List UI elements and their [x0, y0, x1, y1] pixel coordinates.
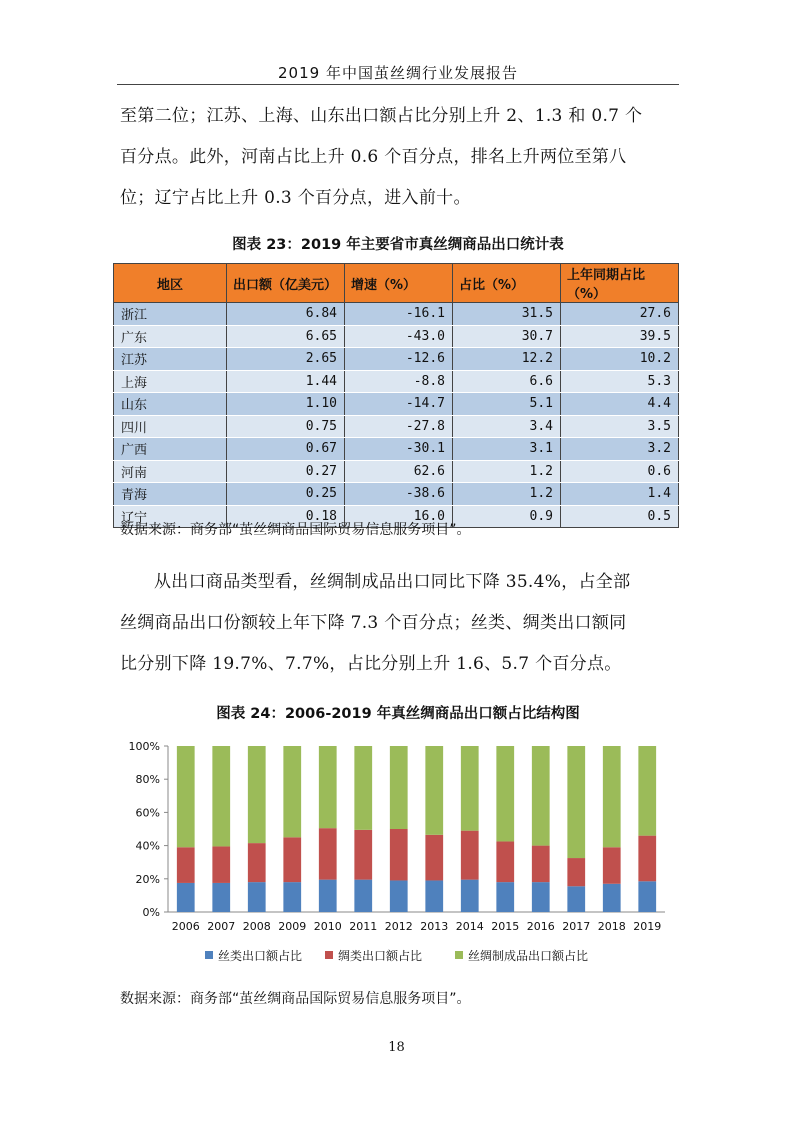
value-cell: 0.5 [561, 505, 679, 528]
bar-segment [354, 830, 372, 880]
value-cell: 5.1 [453, 393, 561, 416]
x-tick-label: 2014 [455, 920, 484, 933]
x-tick-label: 2015 [491, 920, 520, 933]
bar-segment [319, 828, 337, 879]
region-cell: 广东 [114, 325, 227, 348]
bar-segment [212, 846, 230, 883]
paragraph-line: 位；辽宁占比上升 0.3 个百分点，进入前十。 [120, 188, 471, 208]
bar-segment [461, 746, 479, 831]
paragraph-line: 比分别下降 19.7%、7.7%，占比分别上升 1.6、5.7 个百分点。 [120, 654, 622, 674]
region-cell: 河南 [114, 460, 227, 483]
value-cell: -8.8 [345, 370, 453, 393]
table-row [114, 438, 679, 461]
value-cell: 0.9 [453, 505, 561, 528]
legend-label: 丝绸制成品出口额占比 [468, 949, 589, 963]
table-row [114, 415, 679, 438]
bar-segment [496, 746, 514, 841]
bar-segment [603, 746, 621, 847]
table-header-row [114, 264, 679, 303]
bar-segment [283, 837, 301, 882]
bar-segment [283, 746, 301, 837]
value-cell: -14.7 [345, 393, 453, 416]
bar-segment [390, 829, 408, 880]
bar-segment [319, 880, 337, 912]
value-cell: 31.5 [453, 303, 561, 326]
region-cell: 青海 [114, 483, 227, 506]
value-cell: 30.7 [453, 325, 561, 348]
bar-segment [177, 746, 195, 847]
bar-segment [319, 746, 337, 828]
value-cell: 1.44 [227, 370, 345, 393]
region-cell: 辽宁 [114, 505, 227, 528]
legend-swatch [205, 951, 213, 959]
paragraph-line: 丝绸商品出口份额较上年下降 7.3 个百分点；丝类、绸类出口额同 [120, 613, 627, 633]
paragraph-line: 从出口商品类型看，丝绸制成品出口同比下降 35.4%，占全部 [154, 572, 631, 592]
legend-label: 绸类出口额占比 [338, 949, 423, 963]
value-cell: 0.6 [561, 460, 679, 483]
page-number: 18 [388, 1040, 405, 1055]
bar-segment [425, 746, 443, 835]
legend-label: 丝类出口额占比 [218, 949, 303, 963]
paragraph-line: 百分点。此外，河南占比上升 0.6 个百分点，排名上升两位至第八 [120, 147, 627, 167]
bar-segment [567, 886, 585, 912]
value-cell: 12.2 [453, 348, 561, 371]
y-tick-label: 80% [135, 773, 160, 787]
value-cell: -38.6 [345, 483, 453, 506]
column-header: 地区 [114, 264, 227, 303]
bar-segment [532, 846, 550, 883]
bar-segment [177, 847, 195, 883]
bar-segment [461, 880, 479, 912]
y-tick-label: 100% [128, 740, 160, 753]
paragraph-line: 至第二位；江苏、上海、山东出口额占比分别上升 2、1.3 和 0.7 个 [120, 106, 643, 126]
region-cell: 山东 [114, 393, 227, 416]
value-cell: 10.2 [561, 348, 679, 371]
x-tick-label: 2008 [242, 920, 271, 933]
bar-segment [532, 882, 550, 912]
bar-segment [390, 746, 408, 829]
bar-segment [354, 880, 372, 912]
paragraph-1 [120, 96, 672, 219]
table-row [114, 483, 679, 506]
bar-segment [638, 746, 656, 836]
x-tick-label: 2018 [597, 920, 626, 933]
bar-segment [603, 847, 621, 884]
region-cell: 浙江 [114, 303, 227, 326]
value-cell: 39.5 [561, 325, 679, 348]
column-header: 上年同期占比（%） [561, 264, 679, 303]
table-caption: 图表 23：2019 年主要省市真丝绸商品出口统计表 [232, 237, 564, 253]
value-cell: 2.65 [227, 348, 345, 371]
table-row [114, 325, 679, 348]
bar-segment [390, 880, 408, 912]
table-row [114, 460, 679, 483]
region-cell: 上海 [114, 370, 227, 393]
column-header: 增速（%） [345, 264, 453, 303]
x-tick-label: 2012 [384, 920, 413, 933]
value-cell: 6.65 [227, 325, 345, 348]
value-cell: 1.10 [227, 393, 345, 416]
bar-segment [283, 882, 301, 912]
bar-segment [425, 835, 443, 881]
value-cell: 3.1 [453, 438, 561, 461]
bar-segment [212, 746, 230, 846]
table-row [114, 370, 679, 393]
y-tick-label: 60% [135, 806, 160, 820]
bar-segment [212, 883, 230, 912]
bar-segment [638, 881, 656, 912]
legend-swatch [325, 951, 333, 959]
value-cell: -12.6 [345, 348, 453, 371]
y-tick-label: 0% [142, 906, 160, 919]
value-cell: 6.6 [453, 370, 561, 393]
paragraph-2 [120, 562, 672, 685]
legend-swatch [455, 951, 463, 959]
value-cell: 3.5 [561, 415, 679, 438]
region-cell: 广西 [114, 438, 227, 461]
value-cell: 1.2 [453, 483, 561, 506]
bar-segment [248, 843, 266, 882]
chart-source: 数据来源：商务部“茧丝绸商品国际贸易信息服务项目”。 [120, 991, 471, 1007]
value-cell: -30.1 [345, 438, 453, 461]
header-rule [117, 84, 679, 85]
bar-segment [567, 746, 585, 858]
value-cell: 3.4 [453, 415, 561, 438]
value-cell: 0.67 [227, 438, 345, 461]
bar-segment [638, 836, 656, 882]
x-tick-label: 2009 [278, 920, 307, 933]
x-tick-label: 2006 [171, 920, 200, 933]
table-row [114, 303, 679, 326]
value-cell: -43.0 [345, 325, 453, 348]
value-cell: 0.27 [227, 460, 345, 483]
table-source: 数据来源：商务部“茧丝绸商品国际贸易信息服务项目”。 [120, 522, 471, 538]
table-row [114, 393, 679, 416]
bar-segment [532, 746, 550, 846]
bar-segment [354, 746, 372, 830]
value-cell: 1.2 [453, 460, 561, 483]
value-cell: 27.6 [561, 303, 679, 326]
value-cell: 0.25 [227, 483, 345, 506]
bar-segment [425, 880, 443, 912]
bar-segment [177, 883, 195, 912]
bar-segment [248, 882, 266, 912]
y-tick-label: 20% [135, 872, 160, 886]
column-header: 占比（%） [453, 264, 561, 303]
table-row [114, 348, 679, 371]
bar-segment [461, 831, 479, 880]
x-tick-label: 2011 [349, 920, 378, 933]
x-tick-label: 2016 [526, 920, 555, 933]
value-cell: -27.8 [345, 415, 453, 438]
region-cell: 江苏 [114, 348, 227, 371]
value-cell: 0.75 [227, 415, 345, 438]
chart-title: 图表 24：2006-2019 年真丝绸商品出口额占比结构图 [216, 706, 580, 722]
value-cell: 0.18 [227, 505, 345, 528]
x-tick-label: 2019 [633, 920, 662, 933]
region-cell: 四川 [114, 415, 227, 438]
bar-segment [567, 858, 585, 886]
bar-segment [248, 746, 266, 843]
value-cell: 3.2 [561, 438, 679, 461]
value-cell: 62.6 [345, 460, 453, 483]
value-cell: 4.4 [561, 393, 679, 416]
value-cell: -16.1 [345, 303, 453, 326]
x-tick-label: 2007 [207, 920, 236, 933]
x-tick-label: 2017 [562, 920, 591, 933]
bar-segment [496, 882, 514, 912]
value-cell: 16.0 [345, 505, 453, 528]
x-tick-label: 2013 [420, 920, 449, 933]
value-cell: 1.4 [561, 483, 679, 506]
y-tick-label: 40% [135, 839, 160, 853]
bar-segment [496, 841, 514, 882]
stacked-bar-chart [113, 730, 679, 975]
export-table [113, 263, 679, 528]
column-header: 出口额（亿美元） [227, 264, 345, 303]
value-cell: 6.84 [227, 303, 345, 326]
bar-segment [603, 884, 621, 912]
value-cell: 5.3 [561, 370, 679, 393]
page-header: 2019 年中国茧丝绸行业发展报告 [278, 64, 518, 82]
x-tick-label: 2010 [313, 920, 342, 933]
